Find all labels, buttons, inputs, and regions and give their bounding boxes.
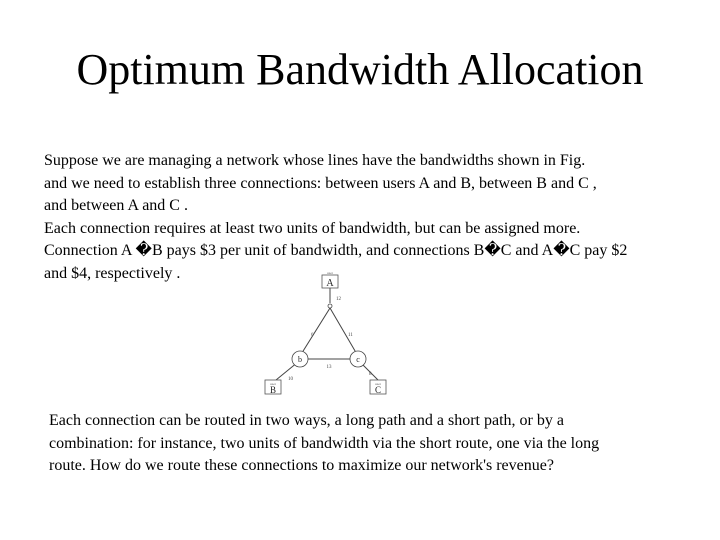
user-A-tag: user [327, 271, 333, 275]
weight-A-a: 12 [336, 297, 341, 302]
intro-line-3: and between A and C . [44, 197, 188, 214]
intro-line-2: and we need to establish three connections: between users A and B, between B and C , [44, 174, 597, 192]
user-B-label: B [269, 385, 277, 395]
intro-line-1: Suppose we are managing a network whose lines have the bandwidths shown in Fig. [44, 152, 586, 169]
edge-a-c [330, 308, 358, 356]
intro-line-5: Connection A �B pays $3 per unit of bandwidth, and connections B�C and A�C pay $2 [44, 242, 628, 259]
closing-line-2: combination: for instance, two units of bandwidth via the short route, one via the long [49, 434, 600, 452]
node-a [328, 304, 332, 308]
weight-a-b: 6 [311, 333, 314, 338]
user-C-label: C [374, 385, 382, 395]
closing-line-3: route. How do we route these connections to maximize our network's revenue? [49, 457, 554, 474]
closing-paragraph [49, 410, 709, 478]
user-A-label: A [326, 278, 334, 289]
node-c-label: c [356, 355, 360, 364]
user-B-tag: user [270, 382, 276, 386]
edge-a-b [300, 308, 330, 356]
intro-line-4: Each connection requires at least two units of bandwidth, but can be assigned more. [44, 219, 581, 237]
weight-a-c: 11 [348, 333, 353, 338]
user-C-tag: user [375, 382, 381, 386]
page-title: Optimum Bandwidth Allocation [76, 45, 644, 94]
weight-B-b: 10 [288, 377, 293, 382]
closing-line-1: Each connection can be routed in two ways, a long path and a short path, or by a [49, 412, 564, 429]
weight-C-c: 8 [369, 372, 372, 377]
network-diagram [258, 270, 408, 400]
node-b-label: b [298, 355, 302, 364]
weight-b-c: 13 [326, 365, 332, 370]
intro-paragraph [44, 150, 694, 285]
intro-line-6: and $4, respectively . [44, 264, 181, 282]
